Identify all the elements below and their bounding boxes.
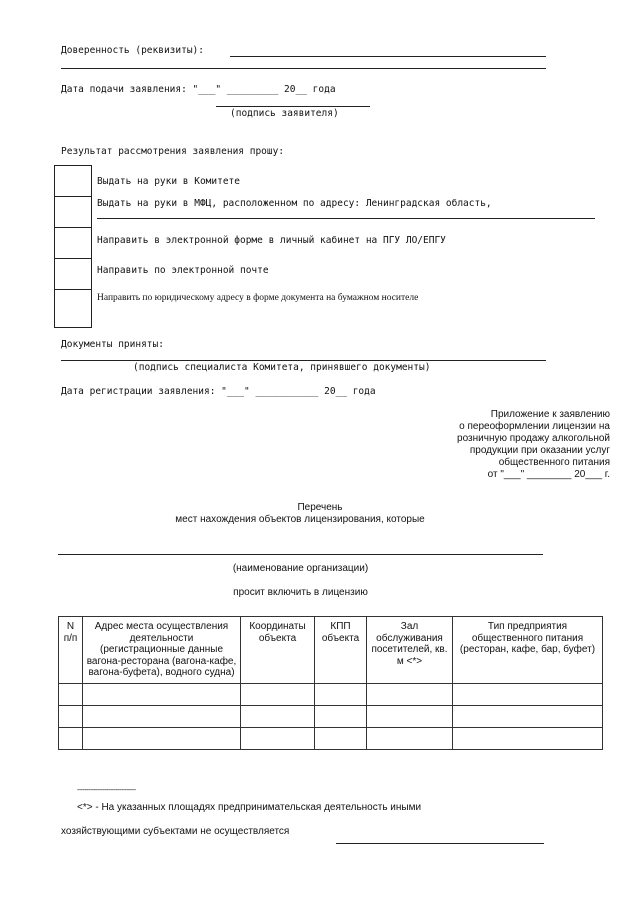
checkbox-electronic-cabinet[interactable] [54, 227, 92, 258]
col-header-number: N п/п [59, 617, 83, 684]
organization-name-line[interactable] [58, 554, 543, 555]
table-cell[interactable] [453, 705, 603, 727]
table-cell[interactable] [315, 683, 367, 705]
table-cell[interactable] [83, 705, 241, 727]
table-row [59, 705, 603, 727]
table-cell[interactable] [59, 705, 83, 727]
table-cell[interactable] [315, 727, 367, 749]
applicant-signature-line[interactable] [216, 106, 370, 107]
col-header-coordinates: Координаты объекта [241, 617, 315, 684]
footnote-separator: -------------------------------- [77, 787, 136, 794]
table-cell[interactable] [367, 683, 453, 705]
option-paper-mail: Направить по юридическому адресу в форме документа на бумажном носителе [97, 293, 419, 303]
footnote-signature-line[interactable] [336, 843, 544, 844]
checkbox-mfc[interactable] [54, 196, 92, 227]
list-subtitle: мест нахождения объектов лицензирования, которые [175, 514, 425, 525]
table-cell[interactable] [453, 727, 603, 749]
specialist-signature-line[interactable] [61, 360, 546, 361]
option-committee: Выдать на руки в Комитете [97, 176, 240, 187]
footnote-line2: хозяйствующими субъектами не осуществляется [61, 826, 290, 837]
appendix-line: о переоформлении лицензии на [459, 421, 610, 432]
appendix-line: Приложение к заявлению [490, 409, 610, 420]
power-of-attorney-field[interactable] [230, 56, 546, 57]
list-title: Перечень [297, 502, 343, 513]
table-cell[interactable] [315, 705, 367, 727]
request-text: просит включить в лицензию [233, 587, 368, 598]
table-cell[interactable] [241, 683, 315, 705]
appendix-line: от "___" ________ 20___ г. [487, 469, 610, 480]
option-electronic-cabinet: Направить в электронной форме в личный кабинет на ПГУ ЛО/ЕПГУ [97, 235, 446, 246]
table-cell[interactable] [453, 683, 603, 705]
table-cell[interactable] [83, 683, 241, 705]
col-header-hall-area: Зал обслуживания посетителей, кв. м <*> [367, 617, 453, 684]
appendix-block [457, 409, 610, 481]
power-of-attorney-label: Доверенность (реквизиты): [61, 45, 204, 56]
table-cell[interactable] [59, 727, 83, 749]
table-row [59, 727, 603, 749]
registration-date: Дата регистрации заявления: "___" ___________ 20__ года [61, 386, 376, 397]
specialist-signature-caption: (подпись специалиста Комитета, принявшего документы) [133, 362, 431, 373]
documents-accepted-label: Документы приняты: [61, 339, 164, 350]
col-header-address: Адрес места осуществления деятельности (регистрационные данные вагона-ресторана (вагона-кафе, вагона-буфета), водного судна) [83, 617, 241, 684]
submission-date: Дата подачи заявления: "___" _________ 20__ года [61, 84, 336, 95]
table-header-row [59, 617, 603, 684]
table-cell[interactable] [241, 727, 315, 749]
organization-caption: (наименование организации) [232, 563, 369, 574]
checkbox-email[interactable] [54, 258, 92, 289]
table-cell[interactable] [241, 705, 315, 727]
option-mfc: Выдать на руки в МФЦ, расположенном по адресу: Ленинградская область, [97, 198, 492, 209]
checkbox-paper-mail[interactable] [54, 289, 92, 328]
applicant-signature-caption: (подпись заявителя) [230, 108, 339, 119]
col-header-enterprise-type: Тип предприятия общественного питания (ресторан, кафе, бар, буфет) [453, 617, 603, 684]
table-row [59, 683, 603, 705]
result-prompt: Результат рассмотрения заявления прошу: [61, 146, 285, 157]
checkbox-committee[interactable] [54, 165, 92, 196]
license-objects-table [58, 616, 603, 750]
appendix-line: розничную продажу алкогольной [457, 433, 610, 444]
mfc-address-line[interactable] [97, 218, 595, 219]
option-email: Направить по электронной почте [97, 265, 269, 276]
options-checkbox-group [54, 165, 91, 328]
col-header-kpp: КПП объекта [315, 617, 367, 684]
footnote-line1: <*> - На указанных площадях предпринимательская деятельность иными [77, 802, 422, 813]
table-cell[interactable] [83, 727, 241, 749]
table-cell[interactable] [367, 705, 453, 727]
table-cell[interactable] [59, 683, 83, 705]
appendix-line: продукции при оказании услуг [469, 445, 610, 456]
power-of-attorney-field-line2[interactable] [61, 68, 546, 69]
table-cell[interactable] [367, 727, 453, 749]
appendix-line: общественного питания [498, 457, 610, 468]
